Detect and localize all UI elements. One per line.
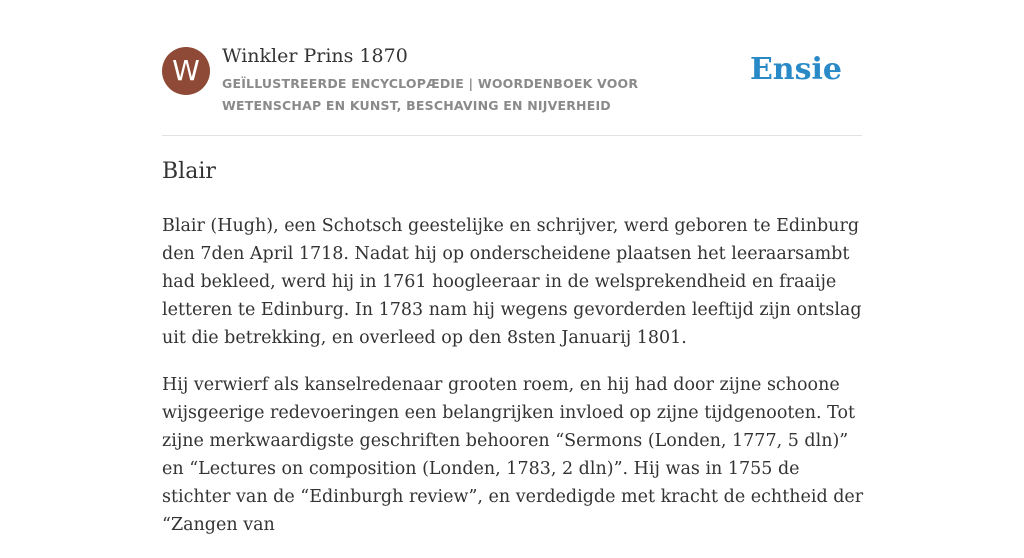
source-subtitle: GEÏLLUSTREERDE ENCYCLOPÆDIE | WOORDENBOEK VOOR WETENSCHAP EN KUNST, BESCHAVING EN NIJVERHEID (222, 76, 639, 113)
source-title[interactable]: Winkler Prins 1870 (222, 45, 408, 67)
article-paragraph-1: Blair (Hugh), een Schotsch geestelijke en schrijver, werd geboren te Edinburg den 7den April 1718. Nadat hij op onderscheidene plaatsen het leeraarsambt had bekleed, werd hij in 1761 hoogleeraar in de welsprekendheid en fraaije letteren te Edinburg. In 1783 nam hij wegens gevorderden leeftijd zijn ontslag uit die betrekking, en overleed op den 8sten Januarij 1801. (162, 216, 862, 348)
brand-logo[interactable]: Ensie (749, 52, 842, 87)
article-body (162, 212, 866, 558)
source-header (162, 40, 862, 135)
source-avatar[interactable]: W (162, 47, 210, 95)
article-title: Blair (162, 159, 216, 184)
header-divider (162, 135, 862, 136)
article-paragraph-2: Hij verwierf als kanselredenaar grooten roem, en hij had door zijne schoone wijsgeerige redevoeringen een belangrijken invloed op zijne tijdgenooten. Tot zijne merkwaardigste geschriften behooren “Sermons (Londen, 1777, 5 dln)” en “Lectures on composition (Londen, 1783, 2 dln)”. Hij was in 1755 de stichter van de “Edinburgh review”, en verdedigde met kracht de echtheid der “Zangen van (162, 375, 864, 535)
